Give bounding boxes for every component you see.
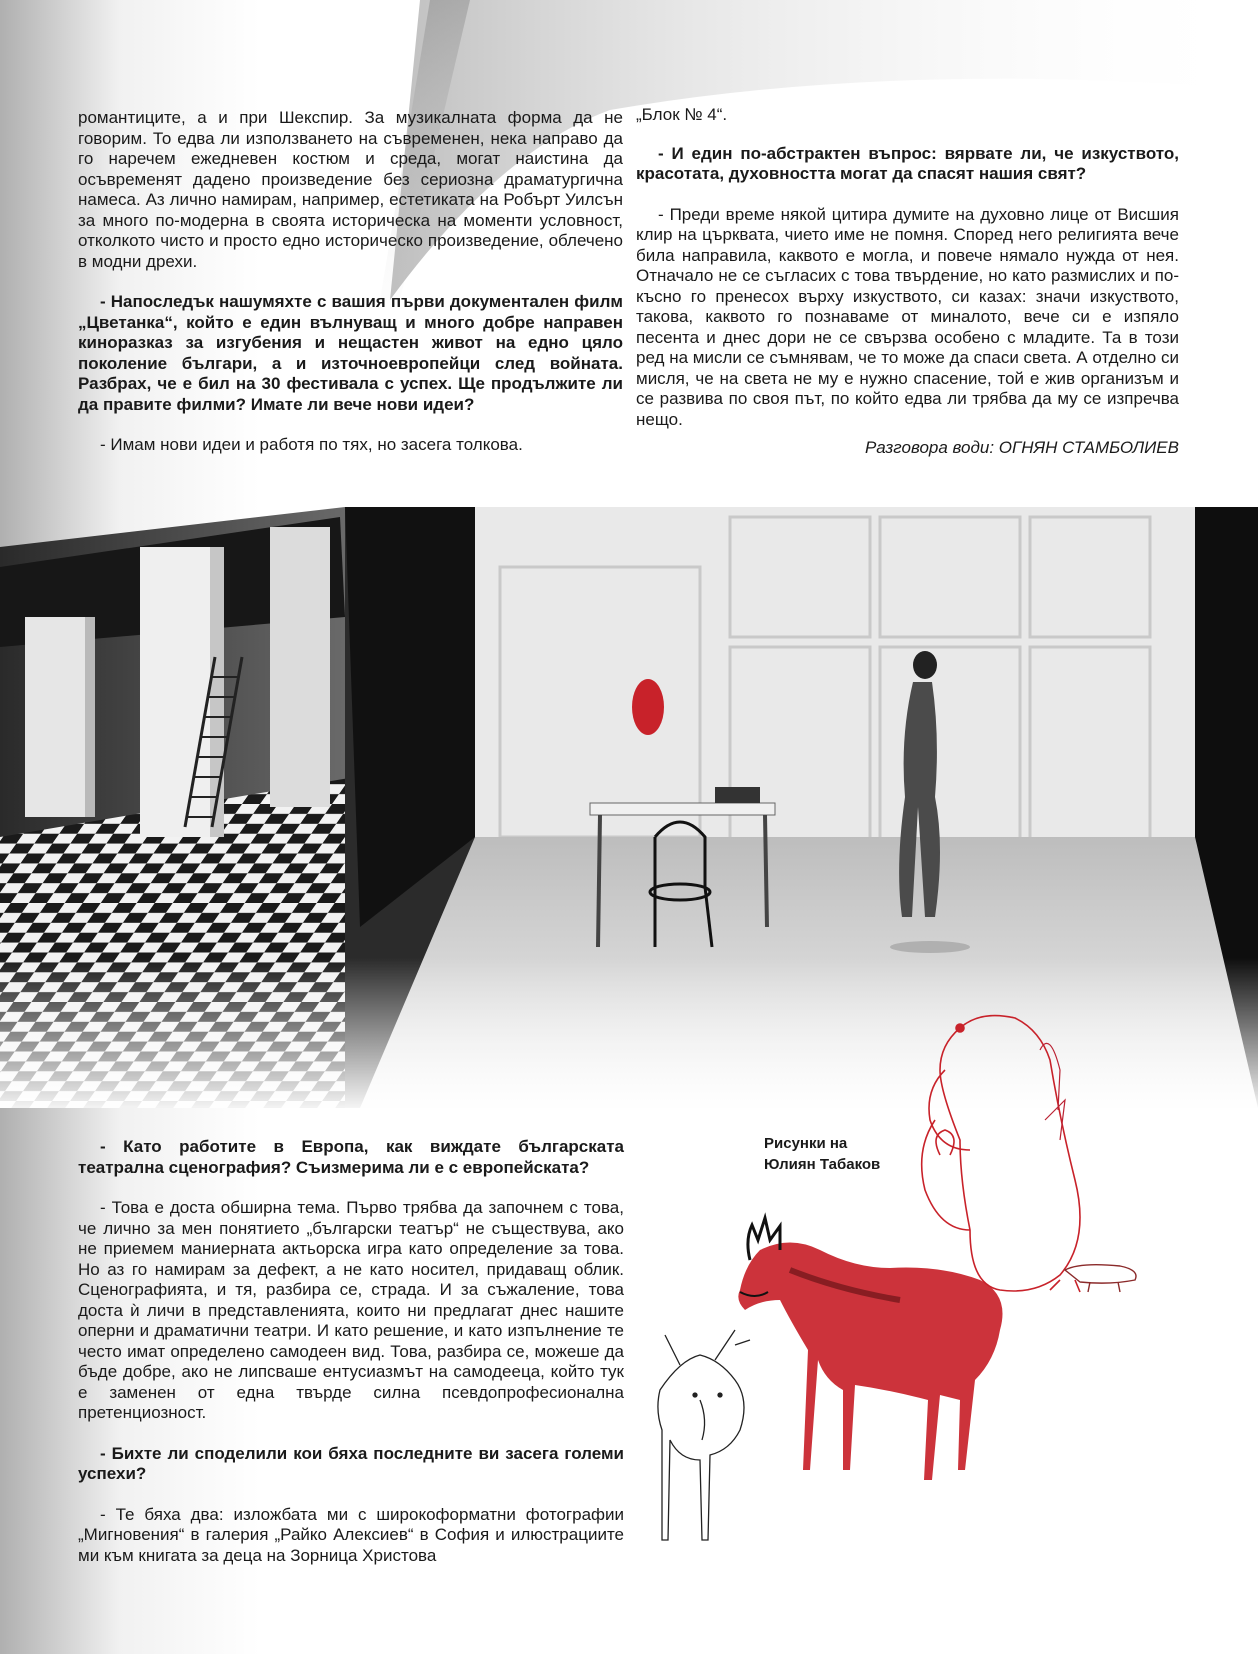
illustrations — [640, 1000, 1240, 1640]
byline: Разговора води: ОГНЯН СТАМБОЛИЕВ — [864, 438, 1179, 457]
interview-answer: - Имам нови идеи и работя по тях, но засега толкова. — [100, 435, 523, 454]
article-column-top-left — [78, 108, 623, 476]
interview-question: - И един по-абстрактен въпрос: вярвате ли, че изкуството, красотата, духовността могат да спасят нашия свят? — [636, 143, 1179, 183]
paragraph: романтиците, а и при Шекспир. За музикалната форма да не говорим. То едва ли използването на съвременен, нека направо да го наречем ежедневен костюм и среда, могат наистина да осъвременят дадено произведение без сериозна драматургична намеса. Аз лично намирам, например, естетиката на Робърт Уилсън за много по-модерна в своята историческа на моменти условност, отколкото чисто и просто едно историческо произведение, облечено в модни дрехи. — [78, 108, 623, 271]
article-column-bottom-left — [78, 1137, 624, 1586]
interview-question: - Като работите в Европа, как виждате българската театрална сценография? Съизмерима ли е с европейската? — [78, 1137, 624, 1177]
interview-answer: - Те бяха два: изложбата ми с широкоформатни фотографии „Мигновения“ в галерия „Райко Алексиев“ в София и илюстрациите ми към книгата за деца на Зорница Христова — [78, 1504, 624, 1565]
drawings-caption-line2: Юлиян Табаков — [764, 1156, 881, 1173]
interview-question: - Бихте ли споделили кои бяха последните ви засега големи успехи? — [78, 1443, 624, 1483]
article-column-top-right — [636, 105, 1179, 479]
interview-question: - Напоследък нашумяхте с вашия първи документален филм „Цветанка“, който е един вълнуващ и много добре направен киноразказ за изгубения и нещастен живот на едно цяло поколение българи, а и източноевропейци след войната. Разбрах, че е бил на 30 фестивала с успех. Ще продължите ли да правите филми? Имате ли вече нови идеи? — [78, 292, 623, 414]
interview-answer: - Това е доста обширна тема. Първо трябва да започнем с това, че лично за мен понятието „български театър“ не съществува, ако не приемем маниерната актьорска игра като определение за това. Но аз го намирам за дефект, а не като носител, придаващ облик. Сценографията, и тя, разбира се, страда. И за съжаление, това доста ѝ личи в представленията, които ни предлагат днес нашите оперни и драматични театри. И като решение, и като изпълнение те често имат определено самодеен вид. Това, разбира се, можеше да бъде добре, ако не липсваше ентусиазмът на самодееца, който тук е заменен от една твърде силна псевдопрофесионална претенциозност. — [78, 1198, 624, 1422]
drawings-caption-line1: Рисунки на — [764, 1135, 848, 1152]
interview-answer: - Преди време някой цитира думите на духовно лице от Висшия клир на църквата, чието име не помня. Според него религията вече била направила, каквото е могла, и повече нямало нужда от нея. Отначало не се съгласих с това твърдение, но като размислих и по-късно го пренесох върху изкуството, си казах: значи изкуството, такова, каквото го познаваме от миналото, вече си е изпяло песента и днес дори не се свързва особено с младите. Та в този ред на мисли се съмнявам, че то може да спаси света. А отделно си мисля, че на света не му е нужно спасение, той е жив организъм и се развива по своя път, по който едва ли трябва да му се изпречва нещо. — [636, 204, 1179, 429]
paragraph: „Блок № 4“. — [636, 105, 728, 124]
